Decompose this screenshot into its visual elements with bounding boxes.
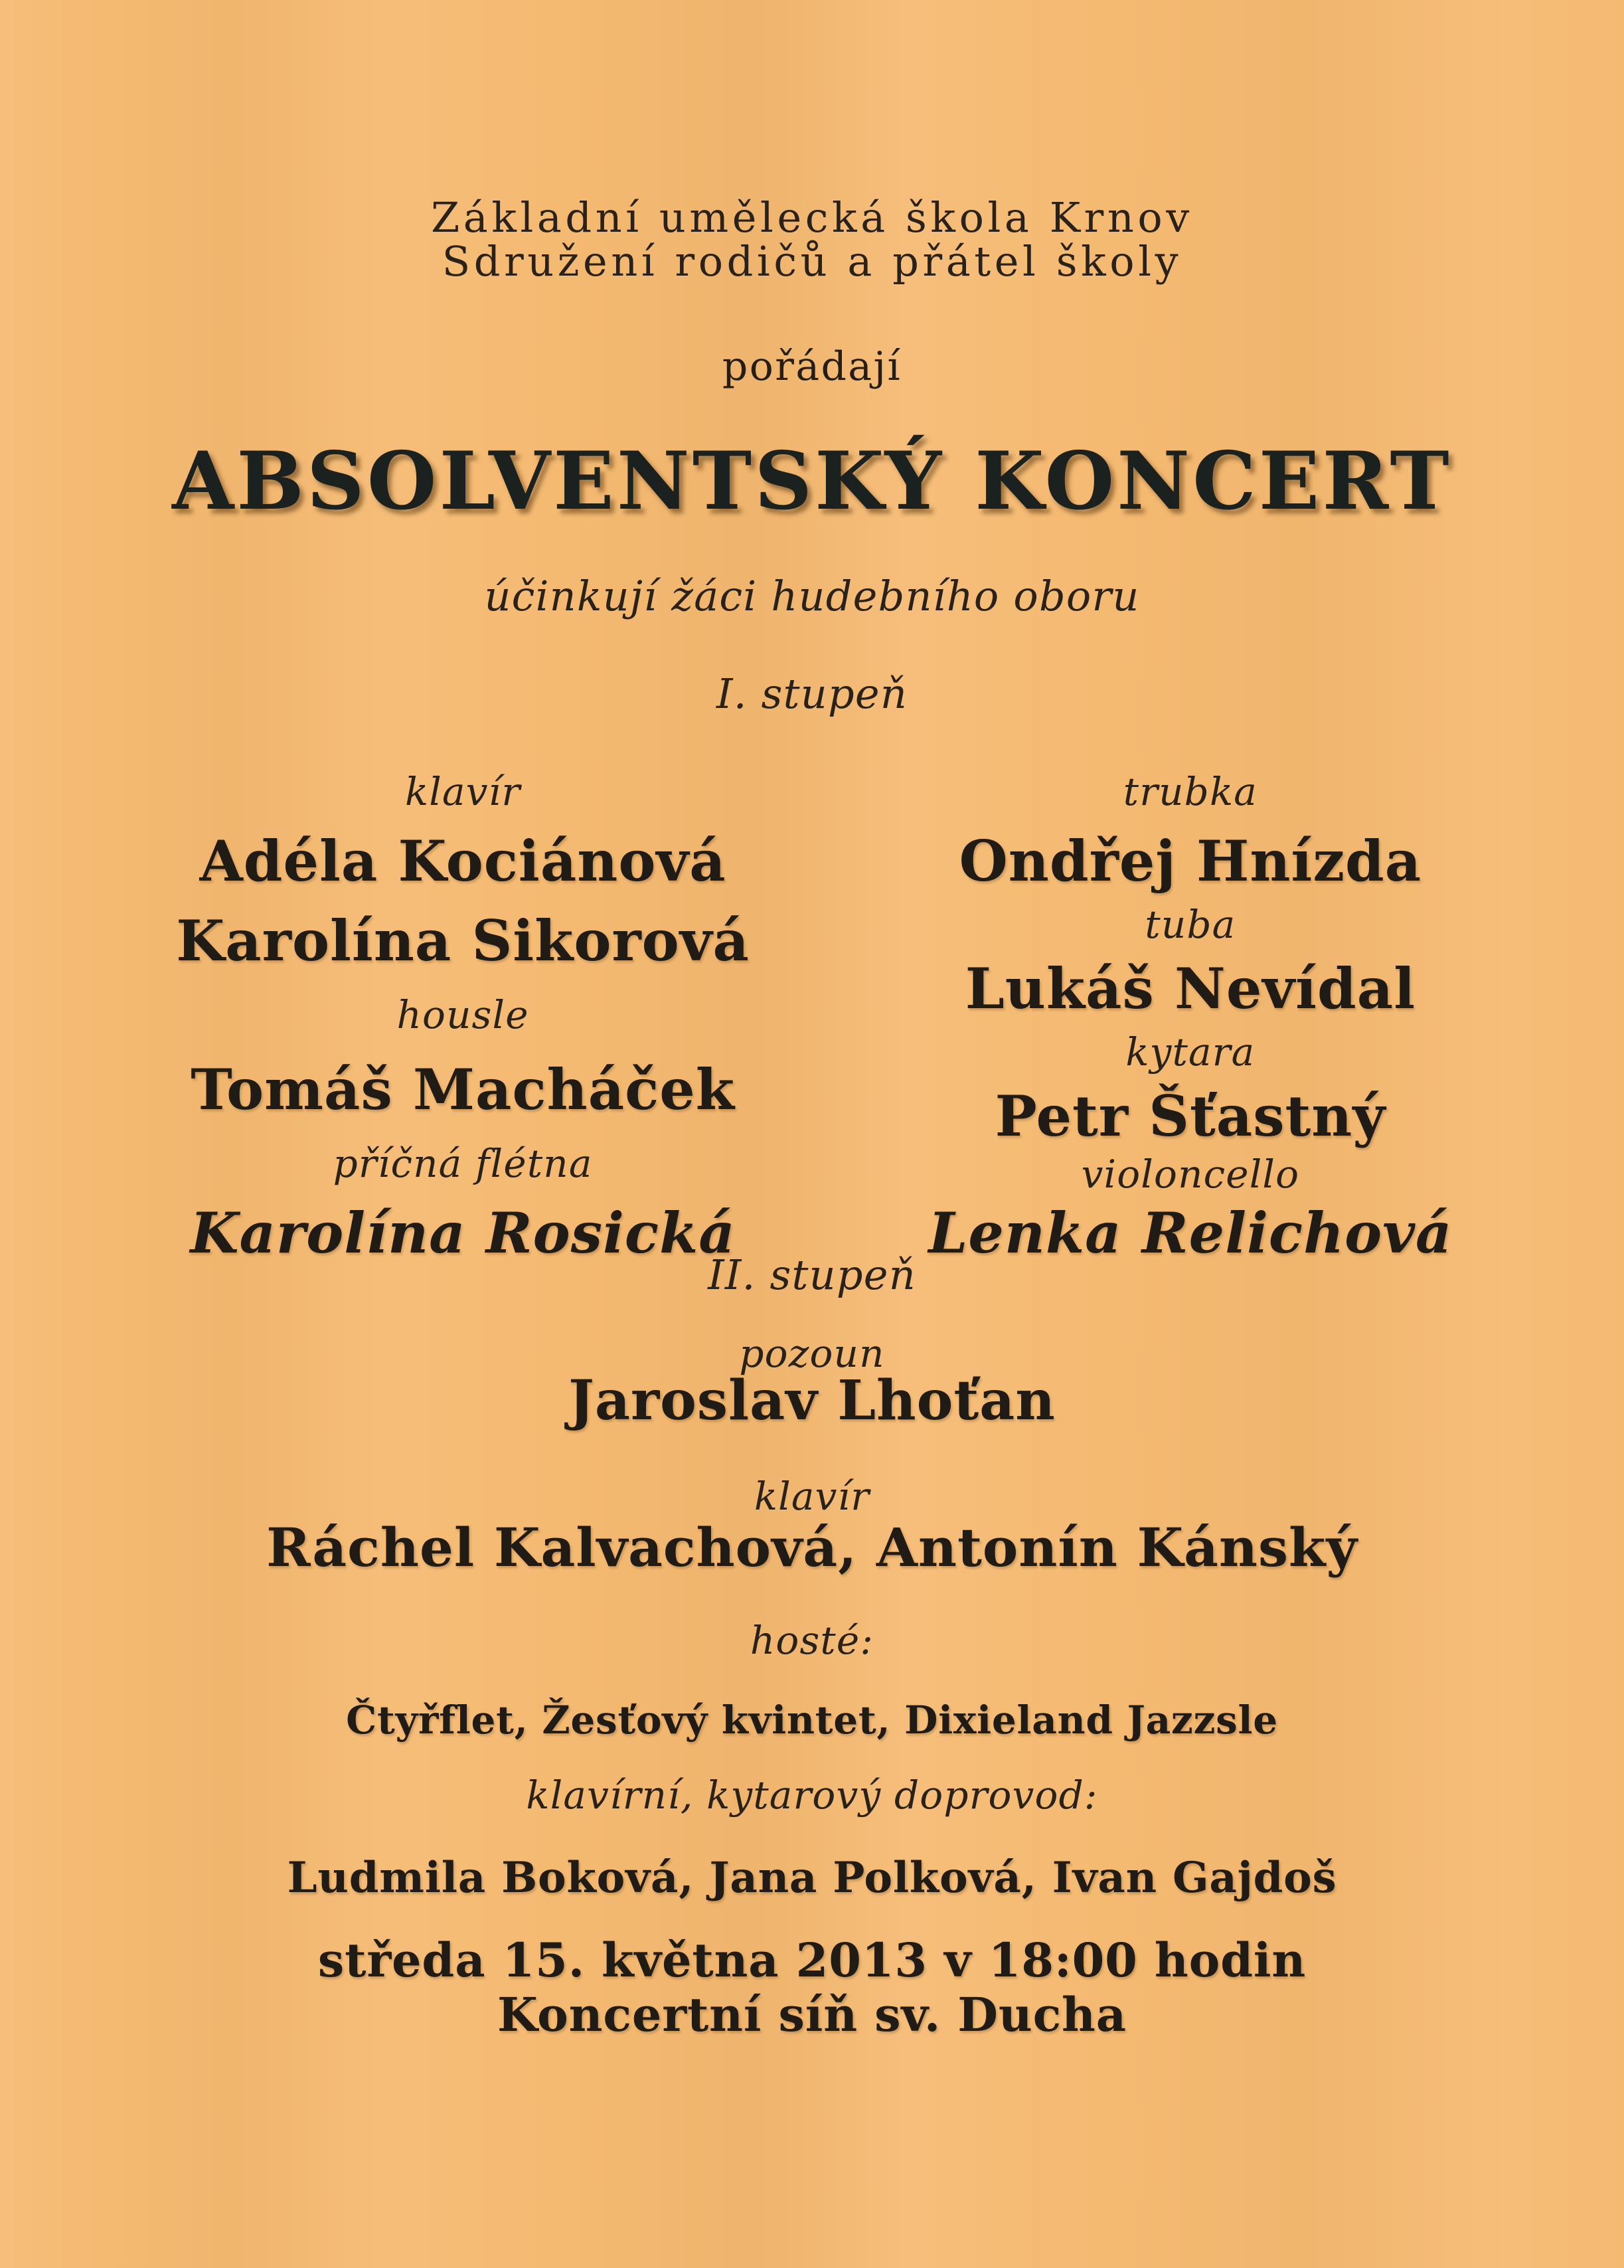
performer-name-relichova: Lenka Relichová: [928, 1200, 1453, 1266]
instrument-label-trubka: trubka: [1123, 769, 1258, 814]
guest-ensembles-line: Čtyřflet, Žesťový kvintet, Dixieland Jazzsle: [346, 1698, 1278, 1743]
accompaniment-label: klavírní, kytarový doprovod:: [526, 1773, 1098, 1818]
guests-heading: hosté:: [750, 1618, 874, 1663]
instrument-label-violoncello: violoncello: [1081, 1152, 1300, 1197]
performer-names-kalvachova-kansky: Ráchel Kalvachová, Antonín Kánský: [266, 1516, 1358, 1579]
performer-name-stastny: Petr Šťastný: [995, 1083, 1386, 1149]
instrument-label-housle: housle: [396, 992, 529, 1037]
performer-name-nevidal: Lukáš Nevídal: [965, 956, 1416, 1021]
accompanists-line: Ludmila Boková, Jana Polková, Ivan Gajdoš: [287, 1853, 1337, 1903]
instrument-label-kytara: kytara: [1125, 1029, 1256, 1075]
section-two-heading: II. stupeň: [708, 1251, 916, 1299]
school-name-line: Základní umělecká škola Krnov: [431, 193, 1193, 242]
section-one-heading: I. stupeň: [716, 669, 908, 718]
organize-verb-line: pořádají: [722, 343, 902, 390]
performer-name-hnizda: Ondřej Hnízda: [959, 828, 1422, 894]
performer-name-machacek: Tomáš Macháček: [191, 1057, 735, 1122]
performer-name-lhotan: Jaroslav Lhoťan: [568, 1369, 1056, 1433]
poster-title: ABSOLVENTSKÝ KONCERT: [172, 434, 1452, 528]
event-venue-line: Koncertní síň sv. Ducha: [497, 1987, 1127, 2042]
association-line: Sdružení rodičů a přátel školy: [442, 237, 1182, 286]
event-datetime-line: středa 15. května 2013 v 18:00 hodin: [317, 1933, 1307, 1988]
performer-name-kocianova: Adéla Kociánová: [199, 828, 726, 894]
instrument-label-klavir: klavír: [404, 769, 521, 814]
instrument-label-klavir-two: klavír: [754, 1474, 870, 1519]
instrument-label-pricna-fletna: příčná flétna: [333, 1141, 593, 1186]
poster-subtitle: účinkují žáci hudebního oboru: [484, 572, 1140, 620]
performer-name-sikorova: Karolína Sikorová: [176, 908, 750, 974]
instrument-label-tuba: tuba: [1145, 902, 1236, 947]
performer-name-rosicka: Karolína Rosická: [190, 1200, 736, 1266]
instrument-label-pozoun: pozoun: [739, 1331, 885, 1376]
